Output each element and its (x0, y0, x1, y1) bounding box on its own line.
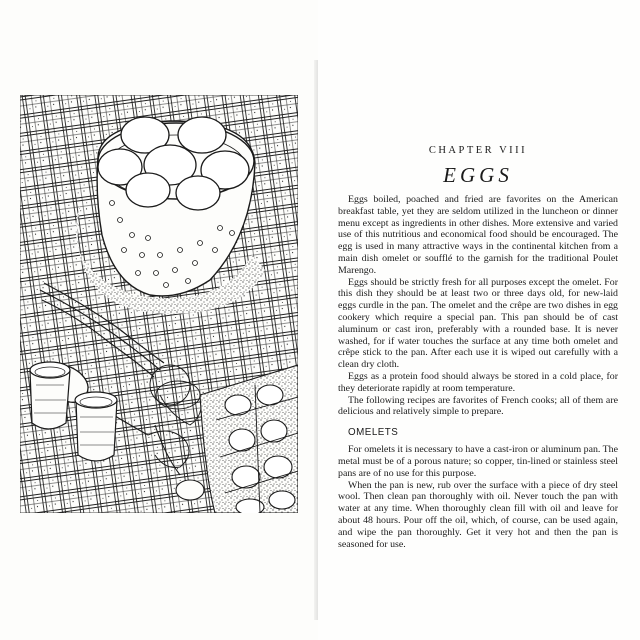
eggs-illustration (20, 95, 298, 513)
chapter-heading: CHAPTER VIII (428, 145, 528, 156)
right-page (318, 0, 640, 640)
intro-paragraph: Eggs should be strictly fresh for all purposes except the omelet. For this dish they should be at least two or three days old, for new-laid eggs curdle in the pan. The omelet and the crêpe are two dishes in egg cookery which require a special pan. This pan should be of cast aluminum or cast iron, preferably with a rounded base. It is never washed, for if water touches the surface at any time both omelet and crêpe stick to the pan. After each use it is wiped out carefully with a clean dry cloth. (338, 276, 618, 371)
intro-paragraph: Eggs as a protein food should always be stored in a cold place, for they deteriorate rapidly at room temperature. (338, 370, 618, 394)
omelet-paragraph: For omelets it is necessary to have a cast-iron or aluminum pan. The metal must be of a porous nature; so copper, tin-lined or stainless steel pans are of no use for this purpose. (338, 444, 618, 479)
text-column (338, 145, 618, 550)
intro-paragraph: The following recipes are favorites of French cooks; all of them are delicious and relatively simple to prepare. (338, 394, 618, 418)
omelet-paragraph: When the pan is new, rub over the surface with a piece of dry steel wool. Then clean pan thoroughly with oil. Never touch the pan with water at any time. When thoroughly clean fill with oil and leave for about 48 hours. Pour off the oil, which, of course, can be used again, and wipe the pan thoroughly. Get it very hot and then the pan is seasoned for use. (338, 479, 618, 550)
left-page (0, 0, 318, 640)
section-heading: OMELETS (348, 427, 399, 439)
intro-paragraph: Eggs boiled, poached and fried are favorites on the American breakfast table, yet they are seldom utilized in the luncheon or dinner menu except as ingredients in other dishes. More extensive and varied use of this nutritious and economical food should be encouraged. The egg is used in many attractive ways in the continental kitchen from a main dish omelet or soufflé to the garnish for the traditional Poulet Marengo. (338, 194, 618, 276)
chapter-title: EGGS (443, 163, 513, 187)
